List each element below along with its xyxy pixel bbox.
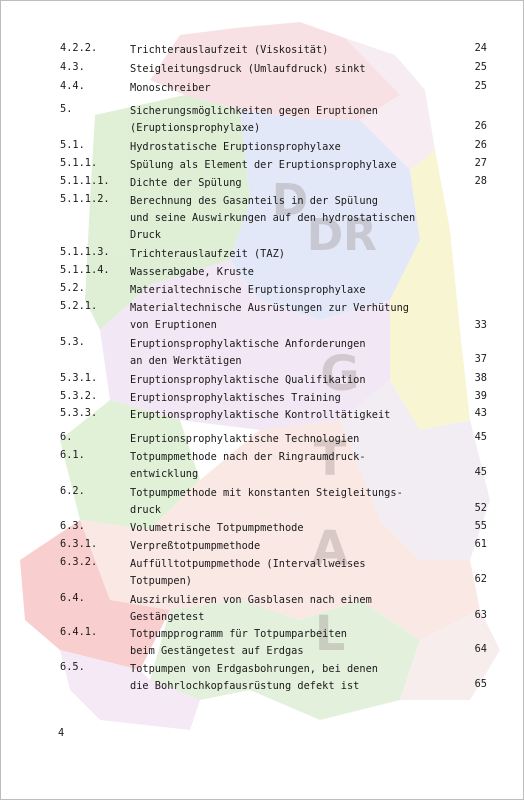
toc-number: 4.4. — [60, 80, 85, 92]
toc-number: 4.3. — [60, 61, 85, 73]
toc-page: 45 — [474, 466, 487, 478]
watermark-letter: A — [311, 521, 349, 577]
toc-number: 5.1.1.3. — [60, 246, 110, 258]
toc-title: Totpumpen von Erdgasbohrungen, bei denen die Bohrlochkopfausrüstung defekt ist — [130, 663, 378, 692]
toc-title: Eruptionsprophylaktische Anforderungen an den Werktätigen — [130, 338, 366, 367]
toc-page: 26 — [474, 120, 487, 132]
toc-title: Materialtechnische Eruptionsprophylaxe — [130, 284, 366, 296]
toc-page: 52 — [474, 502, 487, 514]
toc-title: Spülung als Element der Eruptionsprophylaxe — [130, 159, 397, 171]
watermark-letter: L — [314, 606, 346, 662]
toc-number: 6.3.2. — [60, 556, 98, 568]
toc-number: 5.2. — [60, 282, 85, 294]
toc-title: Wasserabgabe, Kruste — [130, 266, 254, 278]
toc-title: Materialtechnische Ausrüstungen zur Verhütung von Eruptionen — [130, 302, 409, 331]
toc-number: 6.4. — [60, 592, 85, 604]
toc-title: Eruptionsprophylaktische Qualifikation — [130, 374, 366, 386]
toc-number: 5.1. — [60, 139, 85, 151]
watermark-letter: T — [313, 431, 347, 487]
toc-page: 45 — [474, 431, 487, 443]
toc-title: Eruptionsprophylaktische Technologien — [130, 433, 360, 445]
toc-number: 6.5. — [60, 661, 85, 673]
toc-title: Sicherungsmöglichkeiten gegen Eruptionen (Eruptionsprophylaxe) — [130, 105, 378, 134]
toc-number: 5.3.2. — [60, 390, 98, 402]
toc-page: 27 — [474, 157, 487, 169]
toc-title: Trichterauslaufzeit (Viskosität) — [130, 44, 329, 56]
toc-number: 5.2.1. — [60, 300, 98, 312]
toc-number: 6.2. — [60, 485, 85, 497]
toc-page: 65 — [474, 678, 487, 690]
watermark-letter: D — [306, 210, 344, 261]
toc-title: Totpumpmethode mit konstanten Steigleitungs- druck — [130, 487, 403, 516]
watermark-letter: R — [343, 210, 377, 261]
toc-title: Trichterauslaufzeit (TAZ) — [130, 248, 285, 260]
toc-page: 26 — [474, 139, 487, 151]
toc-number: 6.1. — [60, 449, 85, 461]
toc-page: 33 — [474, 319, 487, 331]
toc-page: 62 — [474, 573, 487, 585]
toc-number: 4.2.2. — [60, 42, 98, 54]
toc-page: 55 — [474, 520, 487, 532]
toc-number: 6. — [60, 431, 73, 443]
toc-page: 43 — [474, 407, 487, 419]
toc-title: Dichte der Spülung — [130, 177, 242, 189]
toc-number: 5.3.3. — [60, 407, 98, 419]
toc-title: Auszirkulieren von Gasblasen nach einem Gestängetest — [130, 594, 372, 623]
toc-title: Eruptionsprophylaktische Kontrolltätigkeit — [130, 409, 391, 421]
toc-title: Verpreßtotpumpmethode — [130, 540, 261, 552]
toc-page: 28 — [474, 175, 487, 187]
watermark-letter: D — [271, 175, 309, 226]
watermark-letter: G — [320, 346, 360, 402]
toc-number: 5.1.1.1. — [60, 175, 110, 187]
toc-title: Berechnung des Gasanteils in der Spülung und seine Auswirkungen auf den hydrostatischen Druck — [130, 195, 416, 241]
toc-number: 5.3. — [60, 336, 85, 348]
toc-title: Volumetrische Totpumpmethode — [130, 522, 304, 534]
toc-page: 37 — [474, 353, 487, 365]
toc-page: 25 — [474, 61, 487, 73]
toc-title: Monoschreiber — [130, 82, 211, 94]
toc-page: 39 — [474, 390, 487, 402]
toc-page: 63 — [474, 609, 487, 621]
toc-number: 5.3.1. — [60, 372, 98, 384]
toc-number: 5.1.1.4. — [60, 264, 110, 276]
toc-title: Hydrostatische Eruptionsprophylaxe — [130, 141, 341, 153]
page-number: 4 — [58, 727, 65, 739]
toc-number: 5. — [60, 103, 73, 115]
toc-title: Eruptionsprophylaktisches Training — [130, 392, 341, 404]
toc-number: 6.3.1. — [60, 538, 98, 550]
toc-page: 38 — [474, 372, 487, 384]
toc-number: 5.1.1. — [60, 157, 98, 169]
toc-title: Totpumpmethode nach der Ringraumdruck- entwicklung — [130, 451, 366, 480]
toc-number: 6.3. — [60, 520, 85, 532]
toc-title: Steigleitungsdruck (Umlaufdruck) sinkt — [130, 63, 366, 75]
toc-number: 6.4.1. — [60, 626, 98, 638]
toc-page: 25 — [474, 80, 487, 92]
toc-title: Totpumpprogramm für Totpumparbeiten beim Gestängetest auf Erdgas — [130, 628, 347, 657]
toc-page: 61 — [474, 538, 487, 550]
toc-page: 24 — [474, 42, 487, 54]
toc-number: 5.1.1.2. — [60, 193, 110, 205]
toc-title: Auffülltotpumpmethode (Intervallweises Totpumpen) — [130, 558, 366, 587]
toc-page: 64 — [474, 643, 487, 655]
